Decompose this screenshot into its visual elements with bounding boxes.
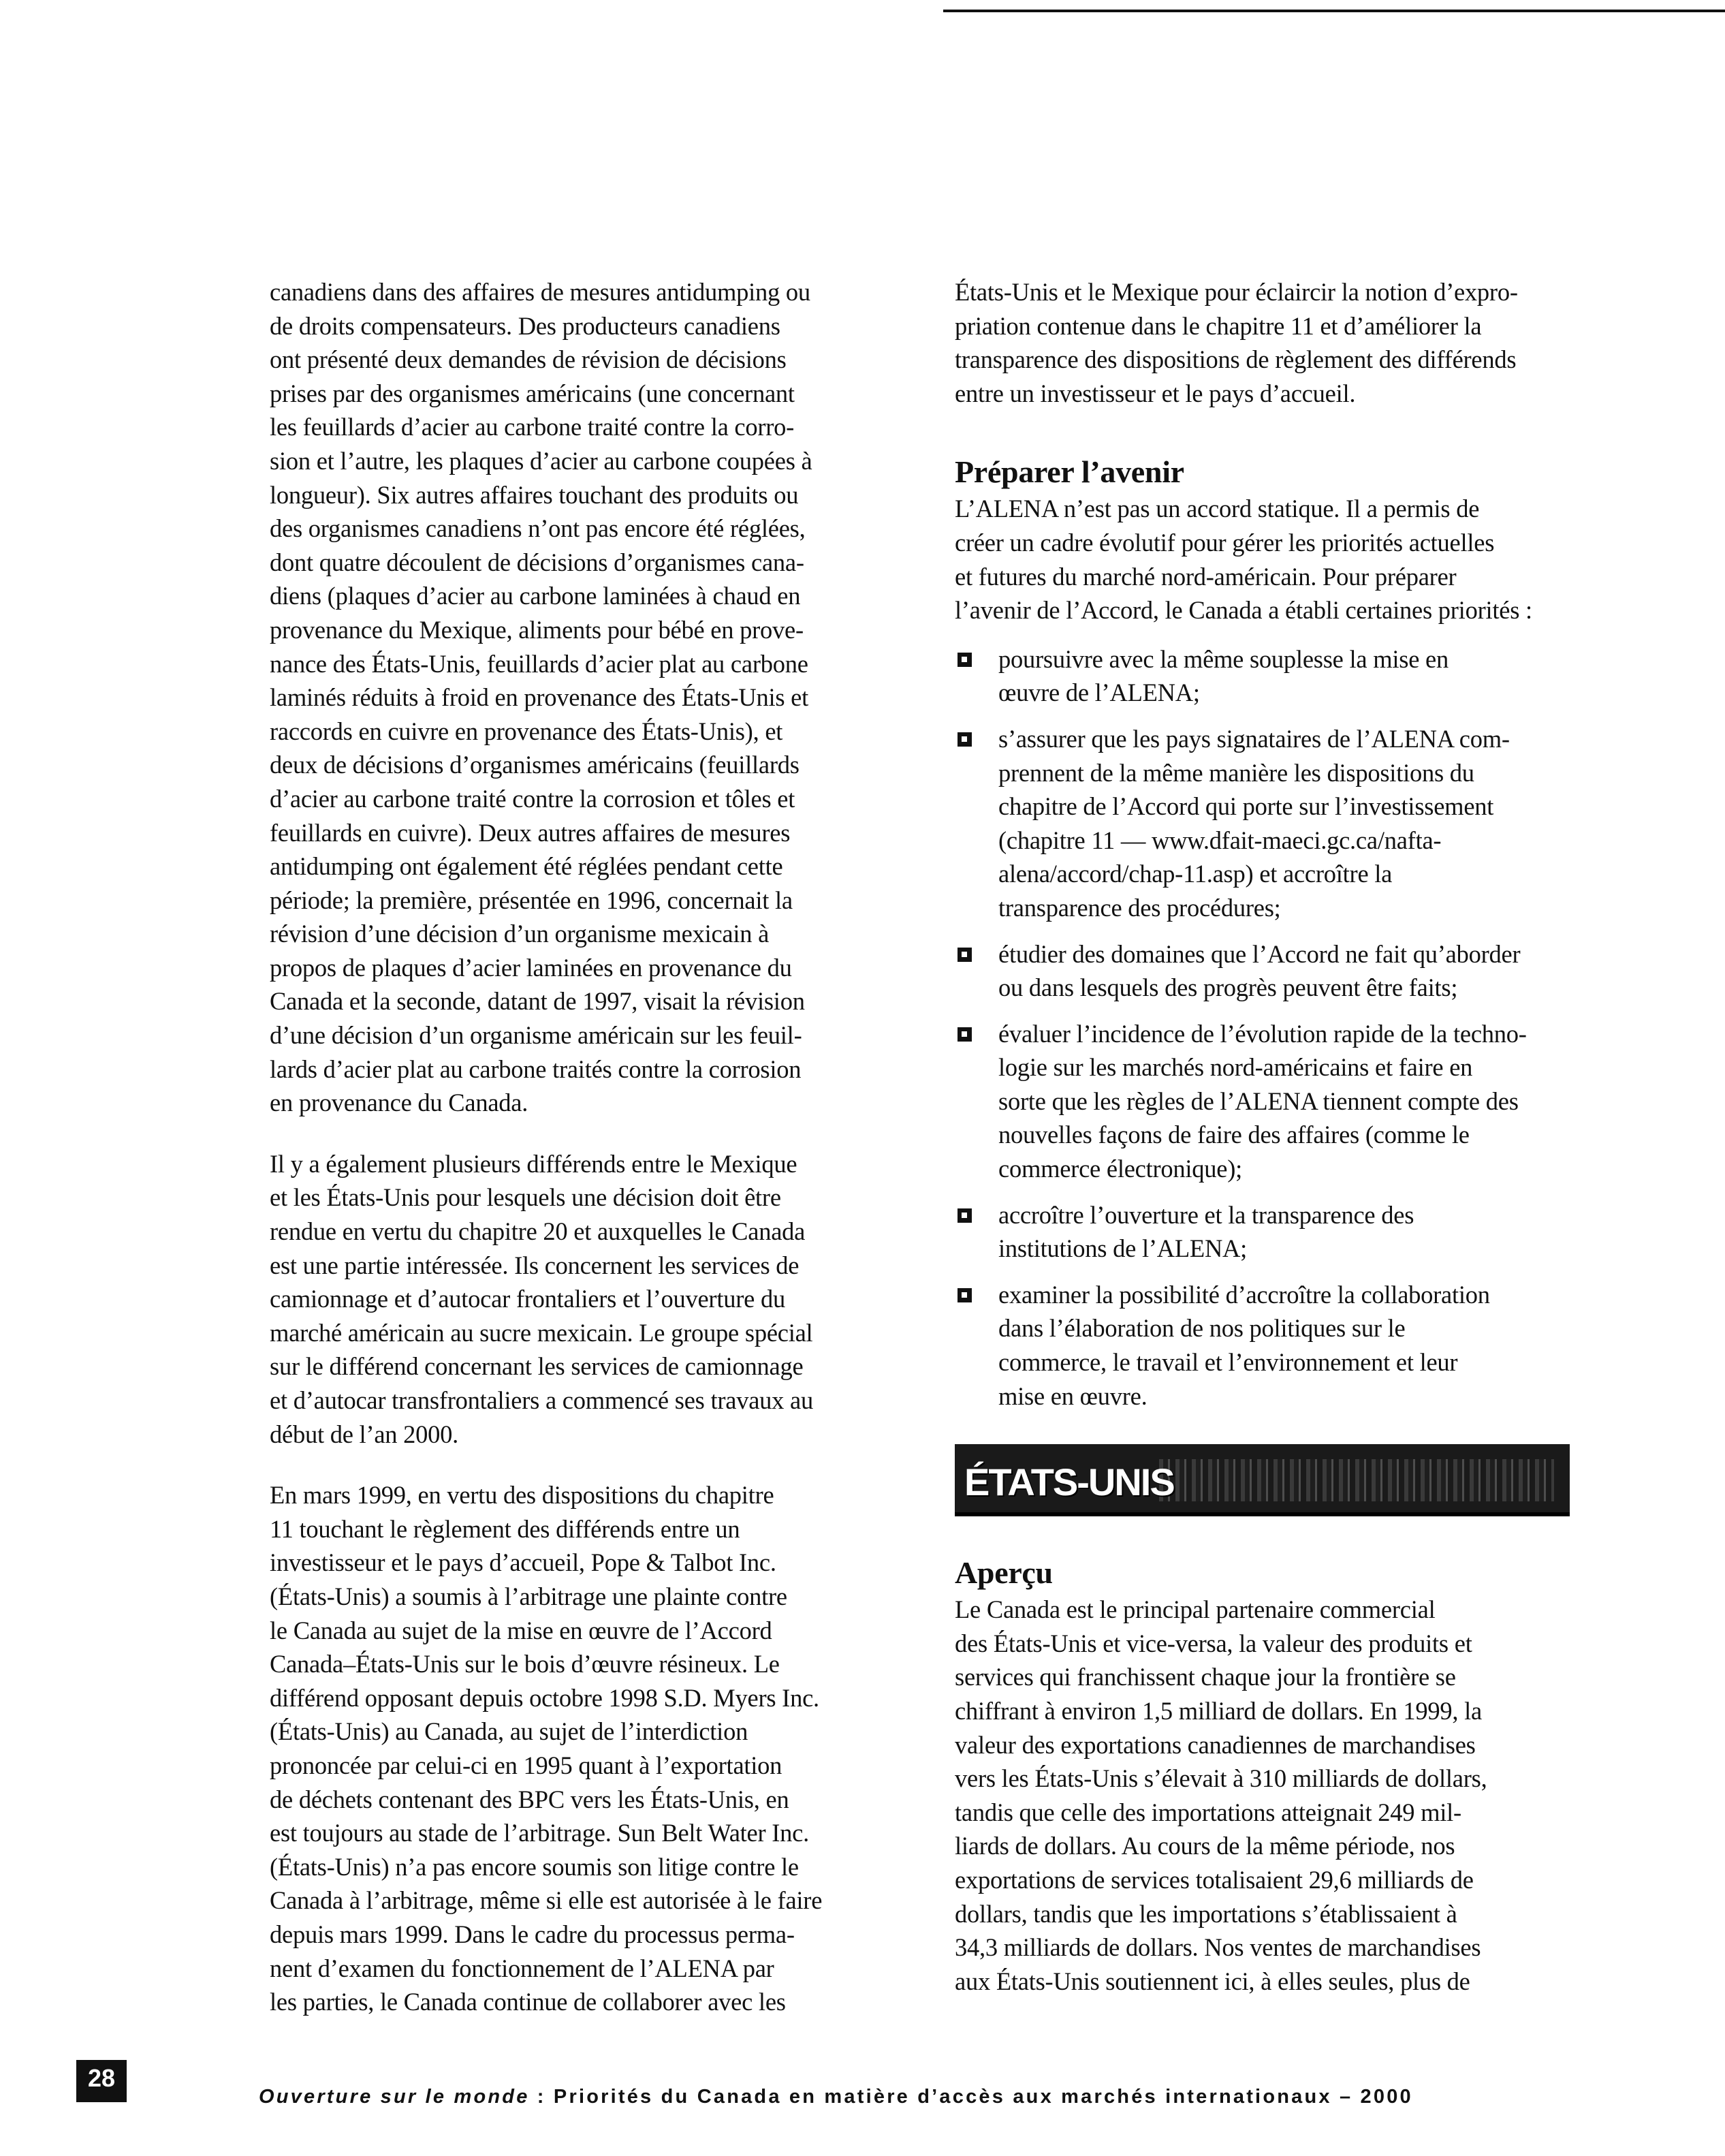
list-item xyxy=(955,1278,1574,1413)
page-number: 28 xyxy=(87,2064,116,2092)
list-item-text: poursuivre avec la même souplesse la mise en œuvre de l’ALENA; xyxy=(998,644,1449,707)
list-item xyxy=(955,1198,1574,1266)
page-number-badge xyxy=(76,2060,127,2102)
list-item-text: étudier des domaines que l’Accord ne fait qu’aborder ou dans lesquels des progrès peuvent être faits; xyxy=(998,939,1521,1002)
list-item-text: évaluer l’incidence de l’évolution rapide de la techno- logie sur les marchés nord-américains et faire en sorte que les règles de l’ALENA tiennent compte des nouvelles façons de faire des affaires (comme le commerce électronique); xyxy=(998,1019,1527,1183)
square-bullet-icon xyxy=(958,948,972,962)
priority-list xyxy=(955,642,1574,1413)
left-column xyxy=(270,275,880,2046)
list-item xyxy=(955,642,1574,710)
square-bullet-icon xyxy=(958,732,972,747)
right-column xyxy=(955,275,1574,2025)
list-item xyxy=(955,937,1574,1005)
body-paragraph: canadiens dans des affaires de mesures antidumping ou de droits compensateurs. Des producteurs canadiens ont présenté deux demandes de révision de décisions prises par des organismes américains (une concernant les feuillards d’acier au carbone traité contre la corro- sion et l’autre, les plaques d’acier au carbone coupées à longueur). Six autres affaires touchant des produits ou des organismes canadiens n’ont pas encore été réglées, dont quatre découlent de décisions d’organismes cana- diens (plaques d’acier au carbone laminées à chaud en provenance du Mexique, aliments pour bébé en prove- nance des États-Unis, feuillards d’acier plat au carbone laminés réduits à froid en provenance des États-Unis et raccords en cuivre en provenance des États-Unis), et deux de décisions d’organismes américains (feuillards d’acier au carbone traité contre la corrosion et tôles et feuillards en cuivre). Deux autres affaires de mesures antidumping ont également été réglées pendant cette période; la première, présentée en 1996, concernait la révision d’une décision d’un organisme mexicain à propos de plaques d’acier laminées en provenance du Canada et la seconde, datant de 1997, visait la révision d’une décision d’un organisme américain sur les feuil- lards d’acier plat au carbone traités contre la corrosion en provenance du Canada. xyxy=(270,278,812,1117)
banner-title: ÉTATS-UNIS xyxy=(964,1460,1174,1504)
list-item-text: s’assurer que les pays signataires de l’ALENA com- prennent de la même manière les dispositions du chapitre de l’Accord qui porte sur l’investissement (chapitre 11 — www.dfait-maeci.gc.ca/nafta- alena/accord/chap-11.asp) et accroître la transparence des procédures; xyxy=(998,724,1510,922)
body-paragraph: États-Unis et le Mexique pour éclaircir la notion d’expro- priation contenue dans le chapitre 11 et d’améliorer la transparence des dispositions de règlement des différends entre un investisseur et le pays d’accueil. xyxy=(955,278,1518,407)
list-item xyxy=(955,1017,1574,1186)
square-bullet-icon xyxy=(958,1288,972,1302)
running-footer xyxy=(259,2086,1566,2108)
square-bullet-icon xyxy=(958,1208,972,1223)
body-paragraph: Le Canada est le principal partenaire commercial des États-Unis et vice-versa, la valeur des produits et services qui franchissent chaque jour la frontière se chiffrant à environ 1,5 milliard de dollars. En 1999, la valeur des exportations canadiennes de marchandises vers les États-Unis s’élevait à 310 milliards de dollars, tandis que celle des importations atteignait 249 mil- liards de dollars. Au cours de la même période, nos exportations de services totalisaient 29,6 milliards de dollars, tandis que les importations s’établissaient à 34,3 milliards de dollars. Nos ventes de marchandises aux États-Unis soutiennent ici, à elles seules, plus de xyxy=(955,1595,1487,1995)
body-paragraph: L’ALENA n’est pas un accord statique. Il a permis de créer un cadre évolutif pour gérer les priorités actuelles et futures du marché nord-américain. Pour préparer l’avenir de l’Accord, le Canada a établi certaines priorités : xyxy=(955,495,1532,625)
section-banner xyxy=(955,1444,1570,1516)
body-paragraph: Il y a également plusieurs différends entre le Mexique et les États-Unis pour lesquels une décision doit être rendue en vertu du chapitre 20 et auxquelles le Canada est une partie intéressée. Ils concernent les services de camionnage et d’autocar frontaliers et l’ouverture du marché américain au sucre mexicain. Le groupe spécial sur le différend concernant les services de camionnage et d’autocar transfrontaliers a commencé ses travaux au début de l’an 2000. xyxy=(270,1149,814,1448)
section-heading: Préparer l’avenir xyxy=(955,454,1184,490)
banner-texture xyxy=(1159,1459,1554,1501)
footer-title: Ouverture sur le monde xyxy=(259,2086,530,2108)
list-item-text: accroître l’ouverture et la transparence des institutions de l’ALENA; xyxy=(998,1200,1414,1263)
list-item xyxy=(955,722,1574,925)
top-rule xyxy=(943,10,1725,12)
square-bullet-icon xyxy=(958,653,972,667)
body-paragraph: En mars 1999, en vertu des dispositions du chapitre 11 touchant le règlement des différends entre un investisseur et le pays d’accueil, Pope & Talbot Inc. (États-Unis) a soumis à l’arbitrage une plainte contre le Canada au sujet de la mise en œuvre de l’Accord Canada–États-Unis sur le bois d’œuvre résineux. Le différend opposant depuis octobre 1998 S.D. Myers Inc. (États-Unis) au Canada, au sujet de l’interdiction prononcée par celui-ci en 1995 quant à l’exportation de déchets contenant des BPC vers les États-Unis, en est toujours au stade de l’arbitrage. Sun Belt Water Inc. (États-Unis) n’a pas encore soumis son litige contre le Canada à l’arbitrage, même si elle est autorisée à le faire depuis mars 1999. Dans le cadre du processus perma- nent d’examen du fonctionnement de l’ALENA par les parties, le Canada continue de collaborer avec les xyxy=(270,1481,823,2016)
list-item-text: examiner la possibilité d’accroître la collaboration dans l’élaboration de nos politiques sur le commerce, le travail et l’environnement et leur mise en œuvre. xyxy=(998,1280,1490,1410)
footer-subtitle: : Priorités du Canada en matière d’accès aux marchés internationaux – 2000 xyxy=(529,2086,1413,2108)
section-heading: Aperçu xyxy=(955,1555,1053,1591)
square-bullet-icon xyxy=(958,1027,972,1042)
